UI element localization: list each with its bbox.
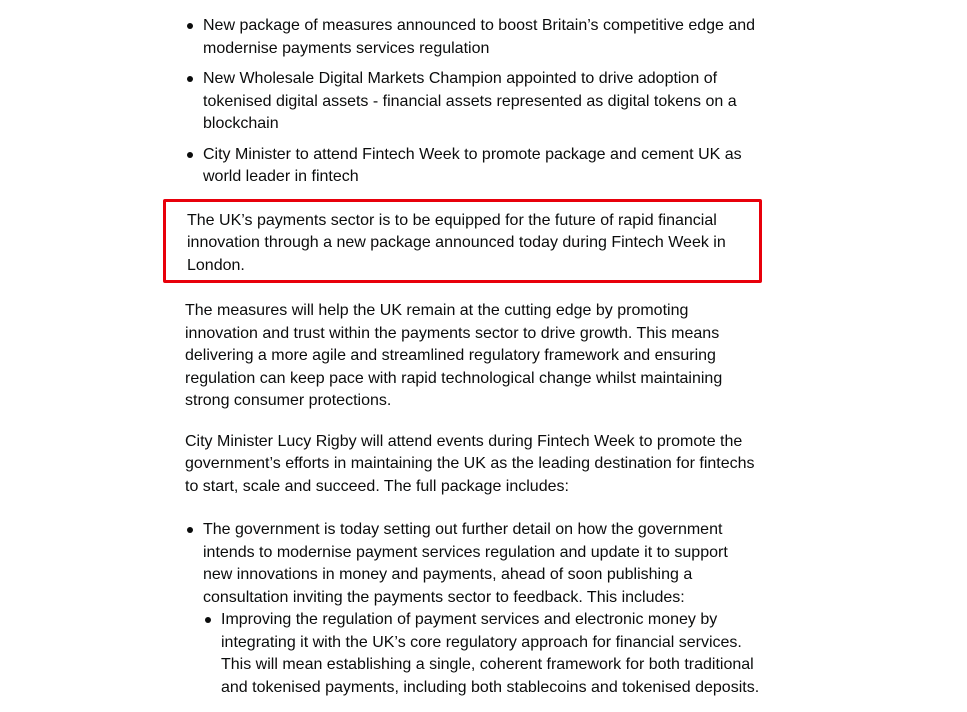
highlighted-paragraph: The UK’s payments sector is to be equipped for the future of rapid financial innovation through a new package announced today during Fintech Week in London. [187,211,726,274]
summary-bullet-item: New Wholesale Digital Markets Champion appointed to drive adoption of tokenised digital assets - financial assets represented as digital tokens on a blockchain [185,68,760,136]
body-paragraph: City Minister Lucy Rigby will attend events during Fintech Week to promote the government’s efforts in maintaining the UK as the leading destination for fintechs to start, scale and succeed. The full package includes: [185,432,755,495]
highlighted-paragraph-box [163,199,762,284]
package-bullet-item [185,519,760,699]
package-bullet-text: The government is today setting out further detail on how the government intends to modernise payment services regulation and update it to support new innovations in money and payments, ahead of soon publishing a consultation inviting the payments sector to feedback. This includes: [203,521,728,606]
summary-bullet-item: City Minister to attend Fintech Week to promote package and cement UK as world leader in fintech [185,144,760,189]
article-body [185,15,760,707]
package-sub-item: Improving the regulation of payment services and electronic money by integrating it with the UK’s core regulatory approach for financial services. This will mean establishing a single, coherent framework for both traditional and tokenised payments, including both stablecoins and tokenised deposits. [203,609,760,699]
body-paragraph: The measures will help the UK remain at the cutting edge by promoting innovation and trust within the payments sector to drive growth. This means delivering a more agile and streamlined regulatory framework and ensuring regulation can keep pace with rapid technological change whilst maintaining strong consumer protections. [185,302,723,409]
summary-bullet-list [185,15,760,189]
package-sub-list [203,609,760,699]
summary-bullet-item: New package of measures announced to boost Britain’s competitive edge and modernise payments services regulation [185,15,760,60]
package-bullet-list [185,519,760,699]
